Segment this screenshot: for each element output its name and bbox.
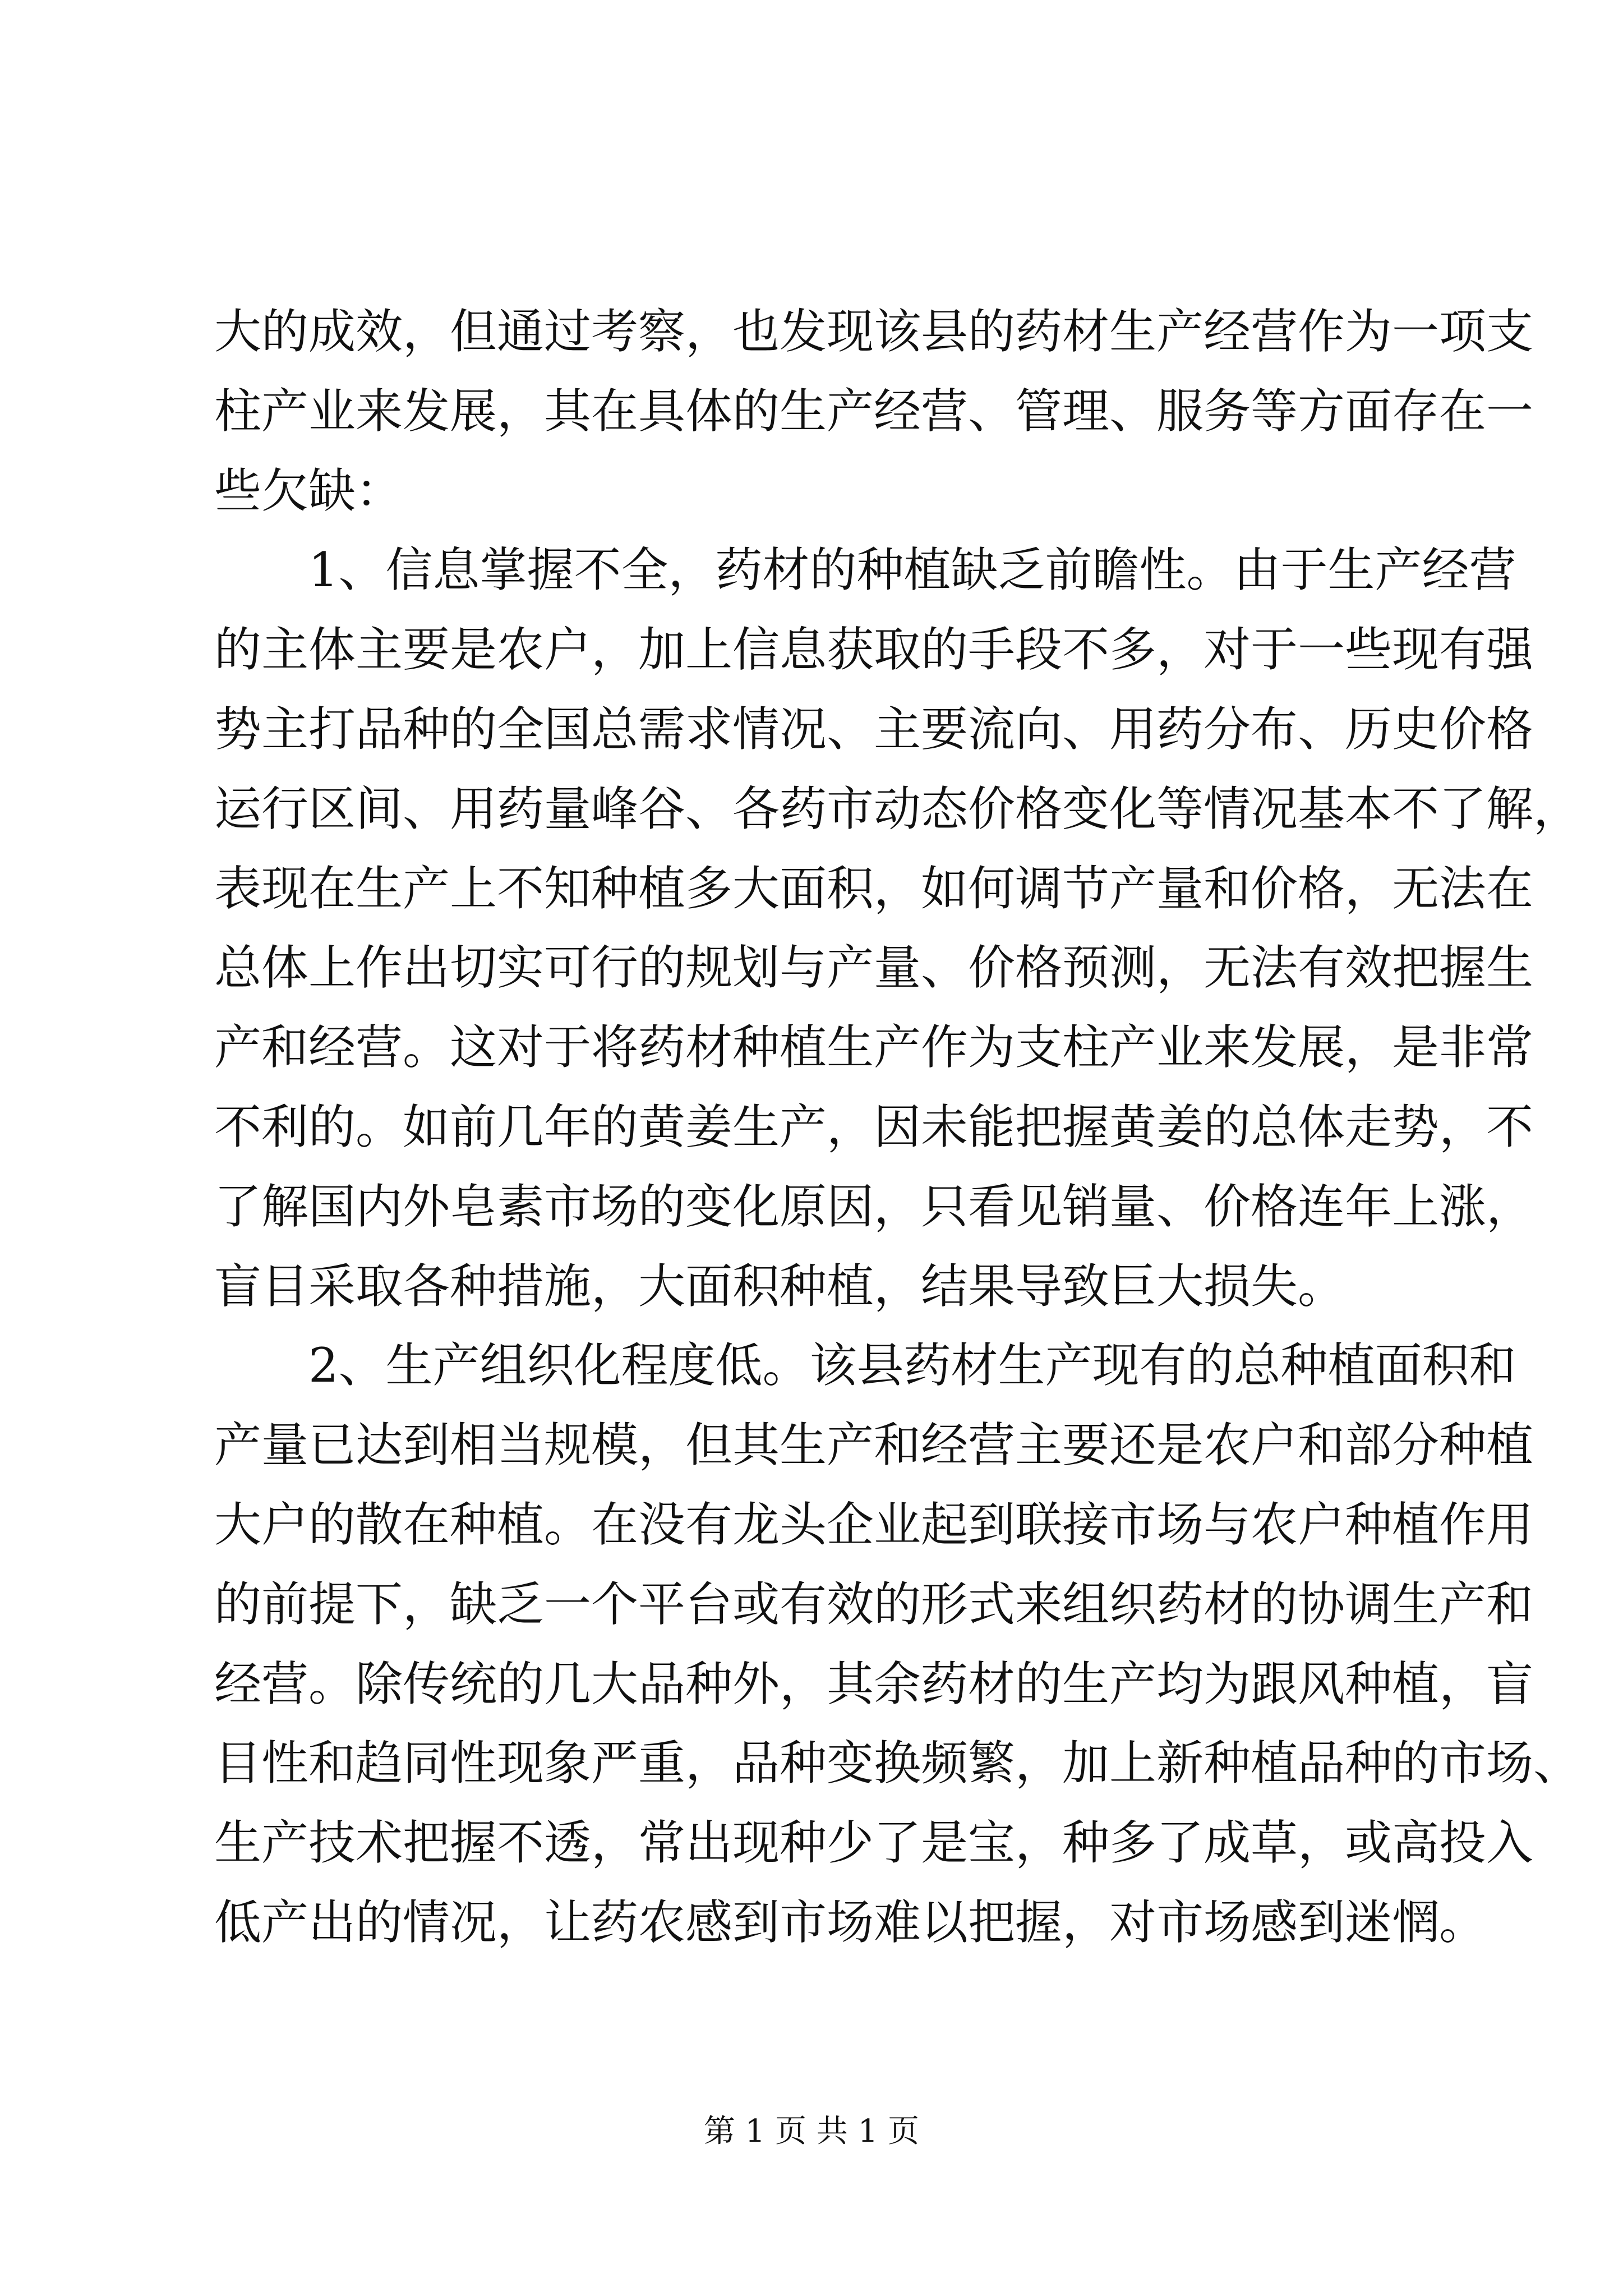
text-line: 些欠缺： bbox=[214, 463, 403, 518]
text-line: 运行区间、用药量峰谷、各药市动态价格变化等情况基本不了解， bbox=[214, 781, 1581, 836]
text-line: 的主体主要是农户，加上信息获取的手段不多，对于一些现有强 bbox=[214, 622, 1534, 678]
text-line: 生产技术把握不透，常出现种少了是宝，种多了成草，或高投入 bbox=[214, 1815, 1534, 1871]
text-line: 1、信息掌握不全，药材的种植缺乏前瞻性。由于生产经营 bbox=[214, 542, 1516, 598]
text-line: 的前提下，缺乏一个平台或有效的形式来组织药材的协调生产和 bbox=[214, 1576, 1534, 1632]
body-text bbox=[214, 292, 1581, 1963]
text-line: 大户的散在种植。在没有龙头企业起到联接市场与农户种植作用 bbox=[214, 1497, 1534, 1552]
text-line: 大的成效，但通过考察，也发现该县的药材生产经营作为一项支 bbox=[214, 304, 1534, 359]
text-line: 产量已达到相当规模，但其生产和经营主要还是农户和部分种植 bbox=[214, 1418, 1534, 1473]
text-line: 了解国内外皂素市场的变化原因，只看见销量、价格连年上涨， bbox=[214, 1179, 1534, 1234]
text-line: 盲目采取各种措施，大面积种植，结果导致巨大损失。 bbox=[214, 1258, 1345, 1314]
text-line: 经营。除传统的几大品种外，其余药材的生产均为跟风种植，盲 bbox=[214, 1656, 1534, 1711]
text-line: 表现在生产上不知种植多大面积，如何调节产量和价格，无法在 bbox=[214, 861, 1534, 916]
text-line: 低产出的情况，让药农感到市场难以把握，对市场感到迷惘。 bbox=[214, 1894, 1487, 1950]
text-line: 不利的。如前几年的黄姜生产，因未能把握黄姜的总体走势，不 bbox=[214, 1099, 1534, 1154]
text-line: 目性和趋同性现象严重，品种变换频繁，加上新种植品种的市场、 bbox=[214, 1736, 1581, 1791]
text-line: 柱产业来发展，其在具体的生产经营、管理、服务等方面存在一 bbox=[214, 383, 1534, 439]
text-line: 势主打品种的全国总需求情况、主要流向、用药分布、历史价格 bbox=[214, 701, 1534, 757]
text-line: 总体上作出切实可行的规划与产量、价格预测，无法有效把握生 bbox=[214, 940, 1534, 996]
page-footer: 第 1 页 共 1 页 bbox=[703, 2113, 920, 2150]
text-line: 2、生产组织化程度低。该县药材生产现有的总种植面积和 bbox=[214, 1338, 1516, 1393]
text-line: 产和经营。这对于将药材种植生产作为支柱产业来发展，是非常 bbox=[214, 1020, 1534, 1075]
